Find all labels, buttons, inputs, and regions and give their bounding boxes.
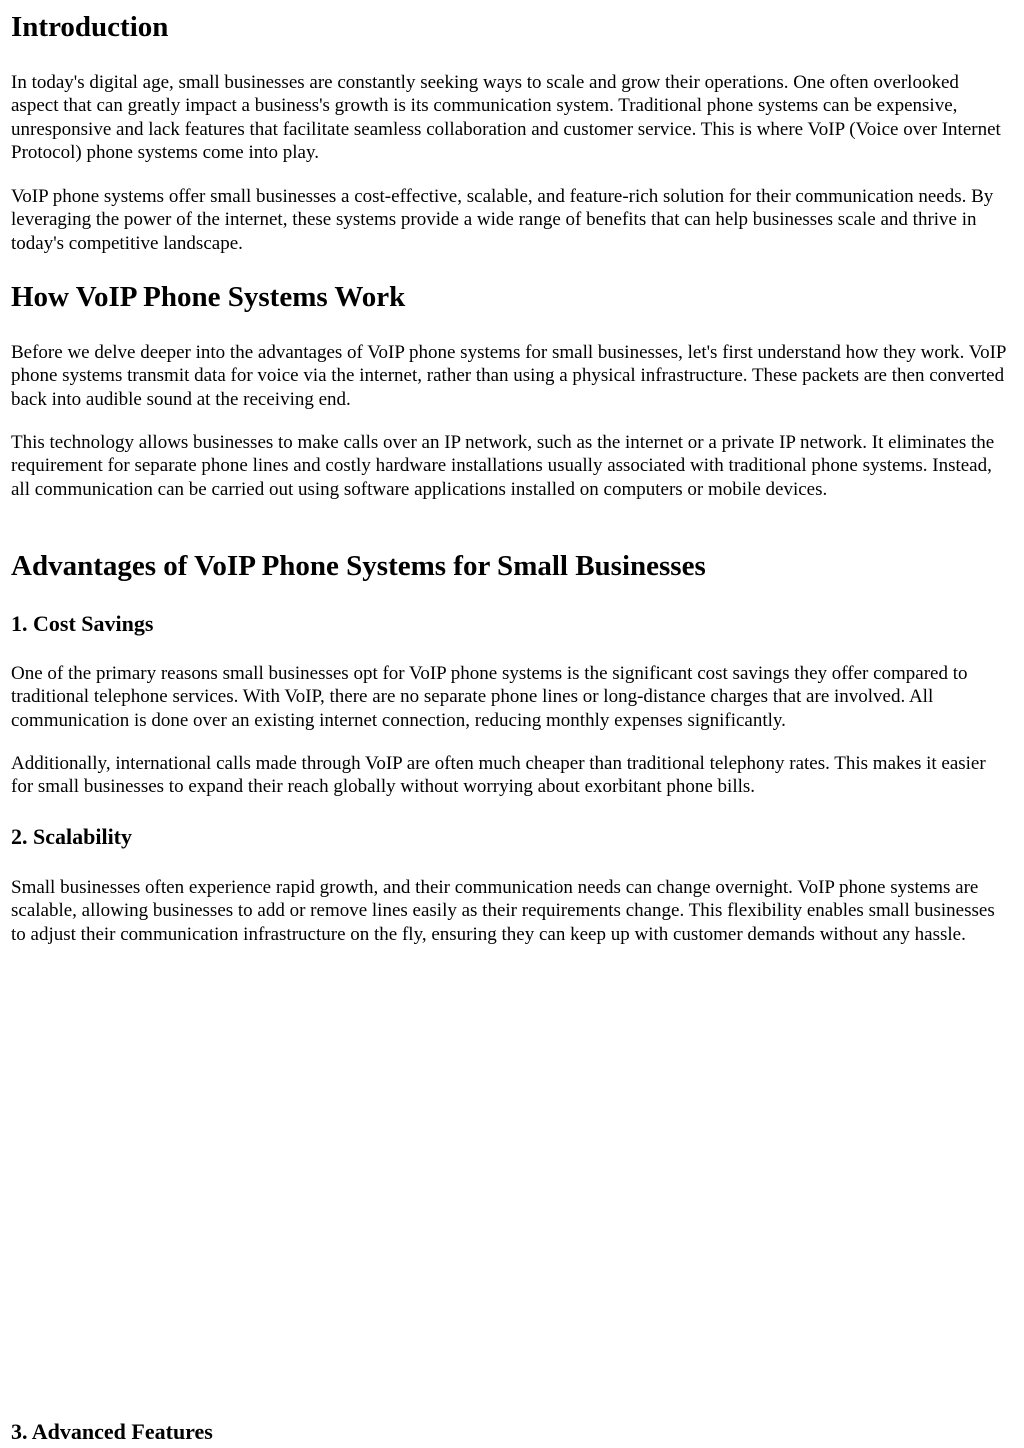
scalability-heading: 2. Scalability xyxy=(11,824,133,849)
cost-savings-paragraph-1: One of the primary reasons small businesses opt for VoIP phone systems is the significant cost savings they offer compared to traditional telephone services. With VoIP, there are no separate phone lines or long-distance charges that are involved. All communication is done over an existing internet connection, reducing monthly expenses significantly. xyxy=(11,663,968,731)
how-it-works-heading: How VoIP Phone Systems Work xyxy=(11,281,406,313)
cost-savings-heading: 1. Cost Savings xyxy=(11,611,154,636)
introduction-heading: Introduction xyxy=(11,11,169,43)
how-it-works-paragraph-1: Before we delve deeper into the advantages of VoIP phone systems for small businesses, let's first understand how they work. VoIP phone systems transmit data for voice via the internet, rather than using a physical infrastructure. These packets are then converted back into audible sound at the receiving end. xyxy=(11,342,1006,410)
scalability-paragraph: Small businesses often experience rapid growth, and their communication needs can change overnight. VoIP phone systems are scalable, allowing businesses to add or remove lines easily as their requirements change. This flexibility enables small businesses to adjust their communication infrastructure on the fly, ensuring they can keep up with customer demands without any hassle. xyxy=(11,877,995,945)
advanced-features-heading: 3. Advanced Features xyxy=(11,1419,213,1444)
introduction-paragraph-2: VoIP phone systems offer small businesses a cost-effective, scalable, and feature-rich solution for their communication needs. By leveraging the power of the internet, these systems provide a wide range of benefits that can help businesses scale and thrive in today's competitive landscape. xyxy=(11,186,994,254)
advantages-heading: Advantages of VoIP Phone Systems for Small Businesses xyxy=(11,550,706,582)
introduction-paragraph-1: In today's digital age, small businesses are constantly seeking ways to scale and grow their operations. One often overlooked aspect that can greatly impact a business's growth is its communication system. Traditional phone systems can be expensive, unresponsive and lack features that facilitate seamless collaboration and customer service. This is where VoIP (Voice over Internet Protocol) phone systems come into play. xyxy=(11,72,1001,163)
how-it-works-paragraph-2: This technology allows businesses to make calls over an IP network, such as the internet or a private IP network. It eliminates the requirement for separate phone lines and costly hardware installations usually associated with traditional phone systems. Instead, all communication can be carried out using software applications installed on computers or mobile devices. xyxy=(11,432,995,500)
cost-savings-paragraph-2: Additionally, international calls made through VoIP are often much cheaper than traditional telephony rates. This makes it easier for small businesses to expand their reach globally without worrying about exorbitant phone bills. xyxy=(11,753,986,798)
